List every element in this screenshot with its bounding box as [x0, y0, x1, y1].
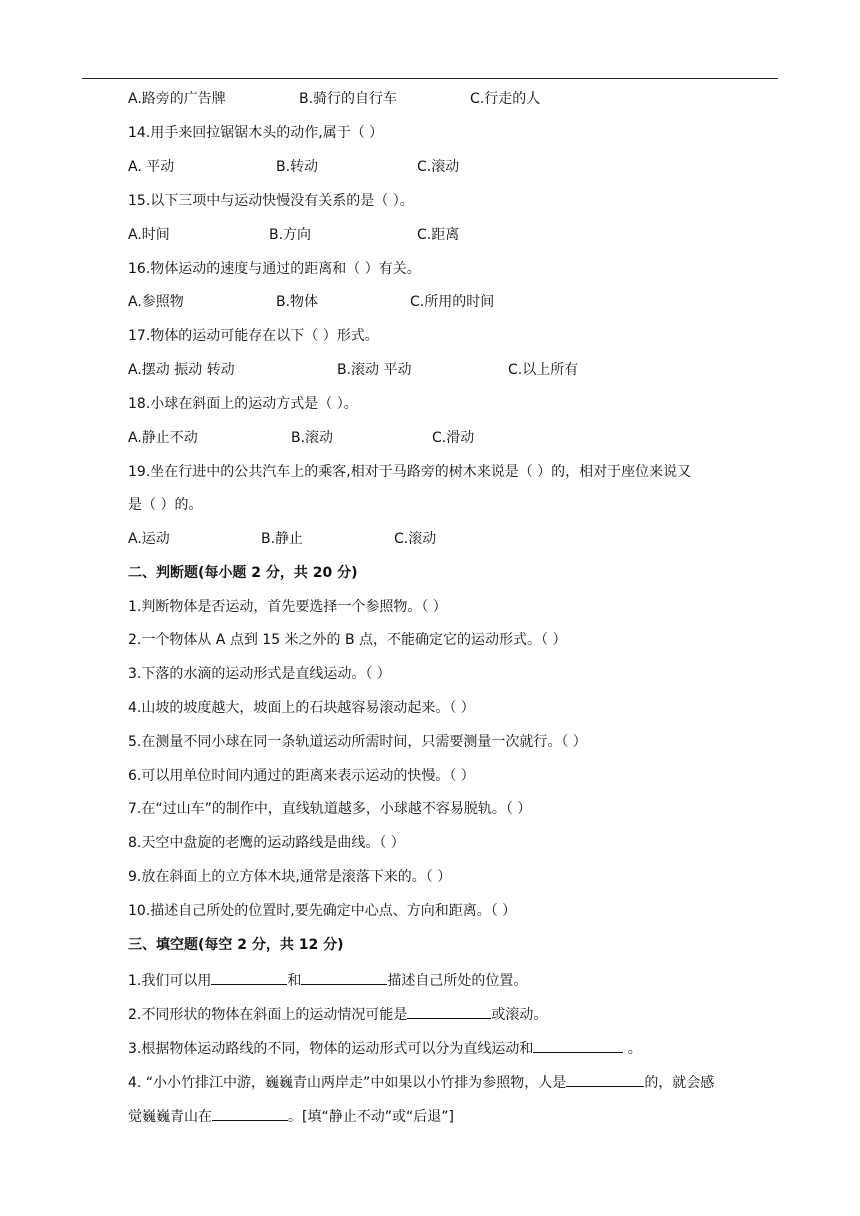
q13-option-a: A.路旁的广告牌: [128, 91, 226, 107]
judge-item-2: 2.一个物体从 A 点到 15 米之外的 B 点，不能确定它的运动形式。（ ）: [128, 632, 567, 648]
judge-item-9: 9.放在斜面上的立方体木块,通常是滚落下来的。（ ）: [128, 869, 452, 885]
fill-2-part-b: 或滚动。: [491, 1007, 548, 1023]
fill-1-part-c: 描述自己所处的位置。: [387, 973, 528, 989]
fill-1-blank-2[interactable]: [301, 968, 387, 985]
fill-3-part-b: 。: [623, 1041, 642, 1057]
header-rule: [82, 78, 778, 79]
q18-option-b: B.滚动: [291, 430, 334, 446]
fill-item-1: [128, 968, 527, 991]
q17-option-a: A.摆动 振动 转动: [128, 362, 235, 378]
fill-3-part-a: 3.根据物体运动路线的不同，物体的运动形式可以分为直线运动和: [128, 1041, 534, 1057]
judge-item-1: 1.判断物体是否运动，首先要选择一个参照物。（ ）: [128, 599, 447, 615]
q19-option-b: B.静止: [261, 531, 304, 547]
judge-item-7: 7.在“过山车”的制作中，直线轨道越多，小球越不容易脱轨。（ ）: [128, 801, 532, 817]
q16-option-a: A.参照物: [128, 294, 184, 310]
q14-text: 14.用手来回拉锯锯木头的动作,属于（ ）: [128, 125, 384, 141]
fill-3-blank-1[interactable]: [533, 1036, 623, 1053]
q15-text: 15.以下三项中与运动快慢没有关系的是（ ）。: [128, 193, 414, 209]
fill-4-part-d: 。[填“静止不动”或“后退”]: [288, 1109, 454, 1125]
q15-option-c: C.距离: [417, 227, 460, 243]
q18-options: [128, 428, 788, 448]
judge-item-6: 6.可以用单位时间内通过的距离来表示运动的快慢。（ ）: [128, 768, 475, 784]
q17-option-c: C.以上所有: [508, 362, 579, 378]
q16-options: [128, 292, 788, 312]
q19-line2: 是（ ）的。: [128, 497, 203, 513]
q13-option-b: B.骑行的自行车: [299, 91, 398, 107]
fill-1-part-a: 1.我们可以用: [128, 973, 212, 989]
fill-4-part-c: 觉巍巍青山在: [128, 1109, 212, 1125]
q18-option-c: C.滑动: [432, 430, 475, 446]
q18-option-a: A.静止不动: [128, 430, 198, 446]
q17-options: [128, 360, 788, 380]
q15-option-b: B.方向: [269, 227, 312, 243]
q19-option-c: C.滚动: [394, 531, 437, 547]
q16-option-b: B.物体: [276, 294, 319, 310]
fill-4-blank-2[interactable]: [212, 1104, 288, 1121]
judge-item-3: 3.下落的水滴的运动形式是直线运动。（ ）: [128, 666, 391, 682]
q19-option-a: A.运动: [128, 531, 170, 547]
judge-item-5: 5.在测量不同小球在同一条轨道运动所需时间，只需要测量一次就行。（ ）: [128, 734, 587, 750]
q13-option-c: C.行走的人: [470, 91, 541, 107]
fill-item-2: [128, 1002, 547, 1025]
q18-text: 18.小球在斜面上的运动方式是（ ）。: [128, 396, 358, 412]
q14-option-a: A. 平动: [128, 159, 175, 175]
fill-item-3: [128, 1036, 642, 1059]
q17-text: 17.物体的运动可能存在以下（ ）形式。: [128, 328, 379, 344]
fill-4-blank-1[interactable]: [566, 1070, 644, 1087]
fill-item-4-line2: [128, 1104, 454, 1127]
fill-item-4-line1: [128, 1070, 714, 1093]
q14-option-b: B.转动: [276, 159, 319, 175]
q16-text: 16.物体运动的速度与通过的距离和（ ）有关。: [128, 261, 421, 277]
q19-line1: 19.坐在行进中的公共汽车上的乘客,相对于马路旁的树木来说是（ ）的，相对于座位来说又: [128, 464, 692, 480]
section3-heading: 三、填空题(每空 2 分，共 12 分): [128, 937, 344, 953]
q14-option-c: C.滚动: [417, 159, 460, 175]
judge-item-4: 4.山坡的坡度越大，坡面上的石块越容易滚动起来。（ ）: [128, 700, 475, 716]
fill-2-part-a: 2.不同形状的物体在斜面上的运动情况可能是: [128, 1007, 408, 1023]
q14-options: [128, 157, 788, 177]
fill-1-part-b: 和: [287, 973, 302, 989]
judge-item-10: 10.描述自己所处的位置时,要先确定中心点、方向和距离。（ ）: [128, 903, 517, 919]
fill-1-blank-1[interactable]: [211, 968, 287, 985]
fill-4-part-b: 的，就会感: [644, 1075, 715, 1091]
q17-option-b: B.滚动 平动: [337, 362, 412, 378]
section2-heading: 二、判断题(每小题 2 分，共 20 分): [128, 565, 358, 581]
q15-option-a: A.时间: [128, 227, 170, 243]
judge-item-8: 8.天空中盘旋的老鹰的运动路线是曲线。（ ）: [128, 835, 405, 851]
fill-2-blank-1[interactable]: [407, 1002, 491, 1019]
fill-4-part-a: 4. “小小竹排江中游，巍巍青山两岸走”中如果以小竹排为参照物，人是: [128, 1075, 567, 1091]
q13-options: [128, 89, 788, 109]
q19-options: [128, 529, 788, 549]
q15-options: [128, 225, 788, 245]
q16-option-c: C.所用的时间: [410, 294, 495, 310]
